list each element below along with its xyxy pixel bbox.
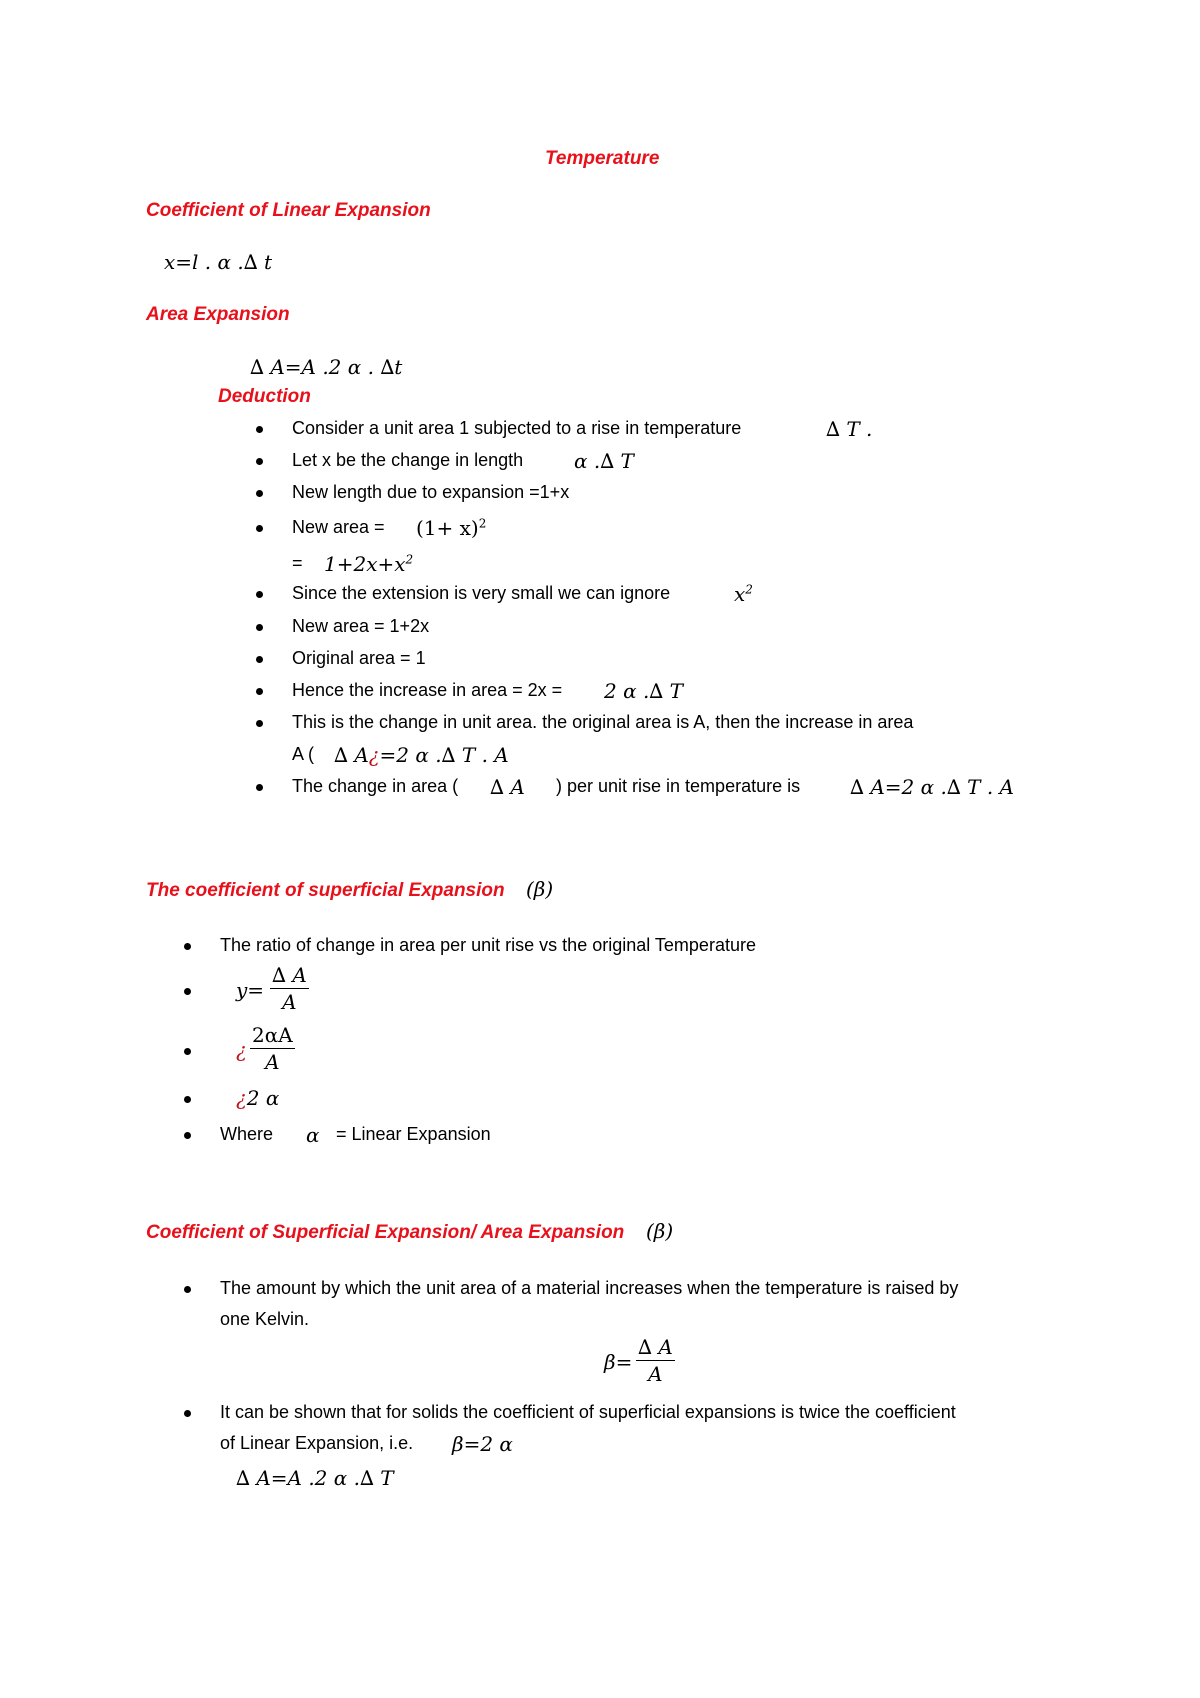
formula-linear-expansion: x=l . α .∆ t [164,250,273,274]
bullet-icon [184,988,191,995]
deduction-item-12-text: The change in area ( [292,776,459,796]
bullet-icon [184,1410,191,1417]
bullet-icon [256,656,263,663]
deduction-item-4-text: New area = [292,517,385,537]
deduction-item-9-text: Hence the increase in area = 2x = [292,680,563,700]
heading-linear-expansion: Coefficient of Linear Expansion [146,200,431,221]
beta-formula-numerator: ∆ A [638,1335,673,1359]
superficial-symbol: (β) [526,877,554,901]
heading-deduction: Deduction [218,386,311,407]
superficial-f1-denominator: A [282,990,297,1014]
superficial-f2-fraction [250,1022,295,1075]
deduction-item-6-math: $x^2$ [734,582,753,606]
deduction-item-11-text: A ( [292,744,315,764]
deduction-item-12-math: ∆ A [490,775,525,799]
deduction-item-9-math: 2 α .∆ T [604,679,683,703]
superficial-item-1: The ratio of change in area per unit rise vs the original Temperature [220,935,756,955]
bullet-icon [256,591,263,598]
deduction-item-8-text: Original area = 1 [292,648,426,668]
coefficient-symbol: (β) [646,1219,674,1243]
superficial-f2-red-symbol: ¿ [236,1038,247,1062]
bullet-icon [256,624,263,631]
bullet-icon [184,1132,191,1139]
coefficient-final-formula: ∆ A=A .2 α .∆ T [236,1466,394,1490]
formula-area-expansion: ∆ A=A .2 α . ∆t [250,355,403,379]
coefficient-item-2-line2: of Linear Expansion, i.e. [220,1433,414,1453]
coefficient-item-2-math: β=2 α [452,1432,513,1456]
bullet-icon [184,1286,191,1293]
heading-area-expansion: Area Expansion [146,304,290,325]
superficial-f1-numerator: ∆ A [272,963,307,987]
bullet-icon [256,426,263,433]
bullet-icon [256,458,263,465]
superficial-f1-lhs: y= [236,978,265,1002]
deduction-item-1-math: ∆ T . [826,417,873,441]
heading-coefficient-superficial: Coefficient of Superficial Expansion/ Area Expansion [146,1222,625,1243]
deduction-item-11-math: ∆ A¿=2 α .∆ T . A [334,743,509,767]
coefficient-item-1-line1: The amount by which the unit area of a material increases when the temperature is raised by [220,1278,959,1298]
bullet-icon [184,943,191,950]
superficial-f2-denominator: A [265,1050,280,1074]
deduction-item-1-text: Consider a unit area 1 subjected to a rise in temperature [292,418,742,438]
superficial-where-alpha: α [306,1123,320,1147]
coefficient-item-2-line1: It can be shown that for solids the coefficient of superficial expansions is twice the coefficient [220,1402,956,1422]
bullet-icon [256,490,263,497]
deduction-item-12-text2: ) per unit rise in temperature is [556,776,801,796]
deduction-item-4-math: $(1+ x)^2$ [416,516,487,540]
bullet-icon [184,1048,191,1055]
superficial-f3: ¿2 α [236,1086,280,1110]
superficial-f2-numerator: 2αA [252,1023,293,1047]
deduction-item-7-text: New area = 1+2x [292,616,430,636]
page-title: Temperature [545,148,660,169]
bullet-icon [256,784,263,791]
deduction-item-2-math: α .∆ T [574,449,634,473]
deduction-item-5-math: $1+2x+x^2$ [324,552,414,576]
coefficient-item-1-line2: one Kelvin. [220,1309,310,1329]
deduction-item-3-text: New length due to expansion =1+x [292,482,570,502]
heading-superficial-expansion: The coefficient of superficial Expansion [146,880,505,901]
deduction-item-12-math2: ∆ A=2 α .∆ T . A [850,775,1015,799]
deduction-item-5-text: = [292,553,303,573]
beta-formula-fraction [636,1334,675,1387]
deduction-item-10-text: This is the change in unit area. the original area is A, then the increase in area [292,712,914,732]
bullet-icon [256,720,263,727]
superficial-where-text: Where [220,1124,274,1144]
deduction-item-6-text: Since the extension is very small we can ignore [292,583,671,603]
bullet-icon [256,688,263,695]
beta-formula-lhs: β= [604,1350,633,1374]
bullet-icon [256,525,263,532]
beta-formula-denominator: A [648,1362,663,1386]
superficial-where-rest: = Linear Expansion [336,1124,491,1144]
deduction-item-2-text: Let x be the change in length [292,450,524,470]
superficial-f1-fraction [270,962,309,1015]
bullet-icon [184,1096,191,1103]
